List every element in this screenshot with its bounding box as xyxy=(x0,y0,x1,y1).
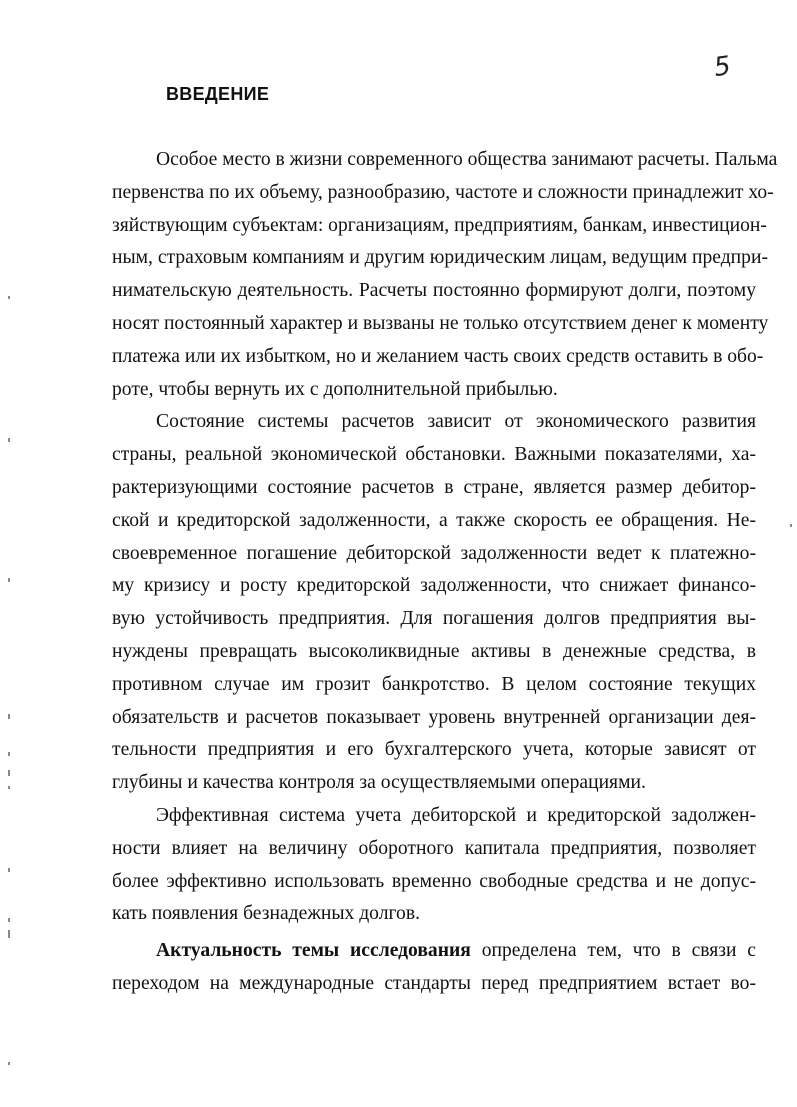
scan-mark xyxy=(8,438,10,442)
scan-mark xyxy=(8,714,10,719)
paragraph-4 xyxy=(112,935,756,1001)
text-line: зяйствующим субъектам: организациям, предприятиям, банкам, инвестицион- xyxy=(112,214,767,236)
scan-mark xyxy=(8,578,10,582)
scan-mark xyxy=(790,524,792,527)
text-line: платежа или их избытком, но и желанием часть своих средств оставить в обо- xyxy=(112,345,764,367)
text-line: носят постоянный характер и вызваны не только отсутствием денег к моменту xyxy=(112,312,769,334)
scan-mark xyxy=(8,752,10,756)
text-line: обязательств и расчетов показывает уровень внутренней организации дея- xyxy=(112,706,756,728)
text-line: роте, чтобы вернуть их с дополнительной прибылью. xyxy=(112,378,558,400)
scan-mark xyxy=(8,786,10,789)
text-line: Эффективная система учета дебиторской и кредиторской задолжен- xyxy=(156,804,756,826)
text-line xyxy=(112,935,756,968)
text-fragment: определена тем, что в связи с xyxy=(470,940,757,962)
text-line: ности влияет на величину оборотного капитала предприятия, позволяет xyxy=(112,837,756,859)
text-line: кать появления безнадежных долгов. xyxy=(112,903,420,925)
scan-mark xyxy=(8,918,10,922)
text-line: вую устойчивость предприятия. Для погашения долгов предприятия вы- xyxy=(112,608,756,630)
text-line: нимательскую деятельность. Расчеты постоянно формируют долги, поэтому xyxy=(112,280,756,302)
scan-mark xyxy=(8,1062,10,1065)
scan-mark xyxy=(8,868,10,872)
page-title: ВВЕДЕНИЕ xyxy=(166,84,270,104)
text-line: рактеризующими состояние расчетов в стране, является размер дебитор- xyxy=(112,476,756,498)
text-line: переходом на международные стандарты перед предприятием встает во- xyxy=(112,972,756,994)
text-line: противном случае им грозит банкротство. В целом состояние текущих xyxy=(112,673,756,695)
paragraph-3 xyxy=(112,800,756,931)
scan-mark xyxy=(8,930,10,938)
text-line: Состояние системы расчетов зависит от экономического развития xyxy=(156,411,756,433)
text-line: своевременное погашение дебиторской задолженности ведет к платежно- xyxy=(112,542,756,564)
scan-mark xyxy=(8,296,10,299)
text-line: ным, страховым компаниям и другим юридическим лицам, ведущим предпри- xyxy=(112,247,768,269)
text-line: тельности предприятия и его бухгалтерского учета, которые зависят от xyxy=(112,739,756,761)
text-line: более эффективно использовать временно свободные средства и не допус- xyxy=(112,870,756,892)
text-line: первенства по их объему, разнообразию, частоте и сложности принадлежит хо- xyxy=(112,181,774,203)
text-line: Особое место в жизни современного общества занимают расчеты. Пальма xyxy=(156,149,778,170)
text-line: му кризису и росту кредиторской задолженности, что снижает финансо- xyxy=(112,575,756,597)
bold-lead-text: Актуальность темы исследования xyxy=(156,940,471,962)
paragraph-1 xyxy=(112,144,778,406)
document-body xyxy=(112,144,778,1001)
scan-mark xyxy=(8,770,10,776)
text-line: ской и кредиторской задолженности, а также скорость ее обращения. Не- xyxy=(112,509,756,531)
page-number: 5 xyxy=(711,50,733,84)
text-line: нуждены превращать высоколиквидные активы в денежные средства, в xyxy=(112,640,756,662)
text-line: глубины и качества контроля за осуществляемыми операциями. xyxy=(112,772,646,794)
text-line: страны, реальной экономической обстановки. Важными показателями, ха- xyxy=(112,444,756,466)
paragraph-2 xyxy=(112,406,756,800)
